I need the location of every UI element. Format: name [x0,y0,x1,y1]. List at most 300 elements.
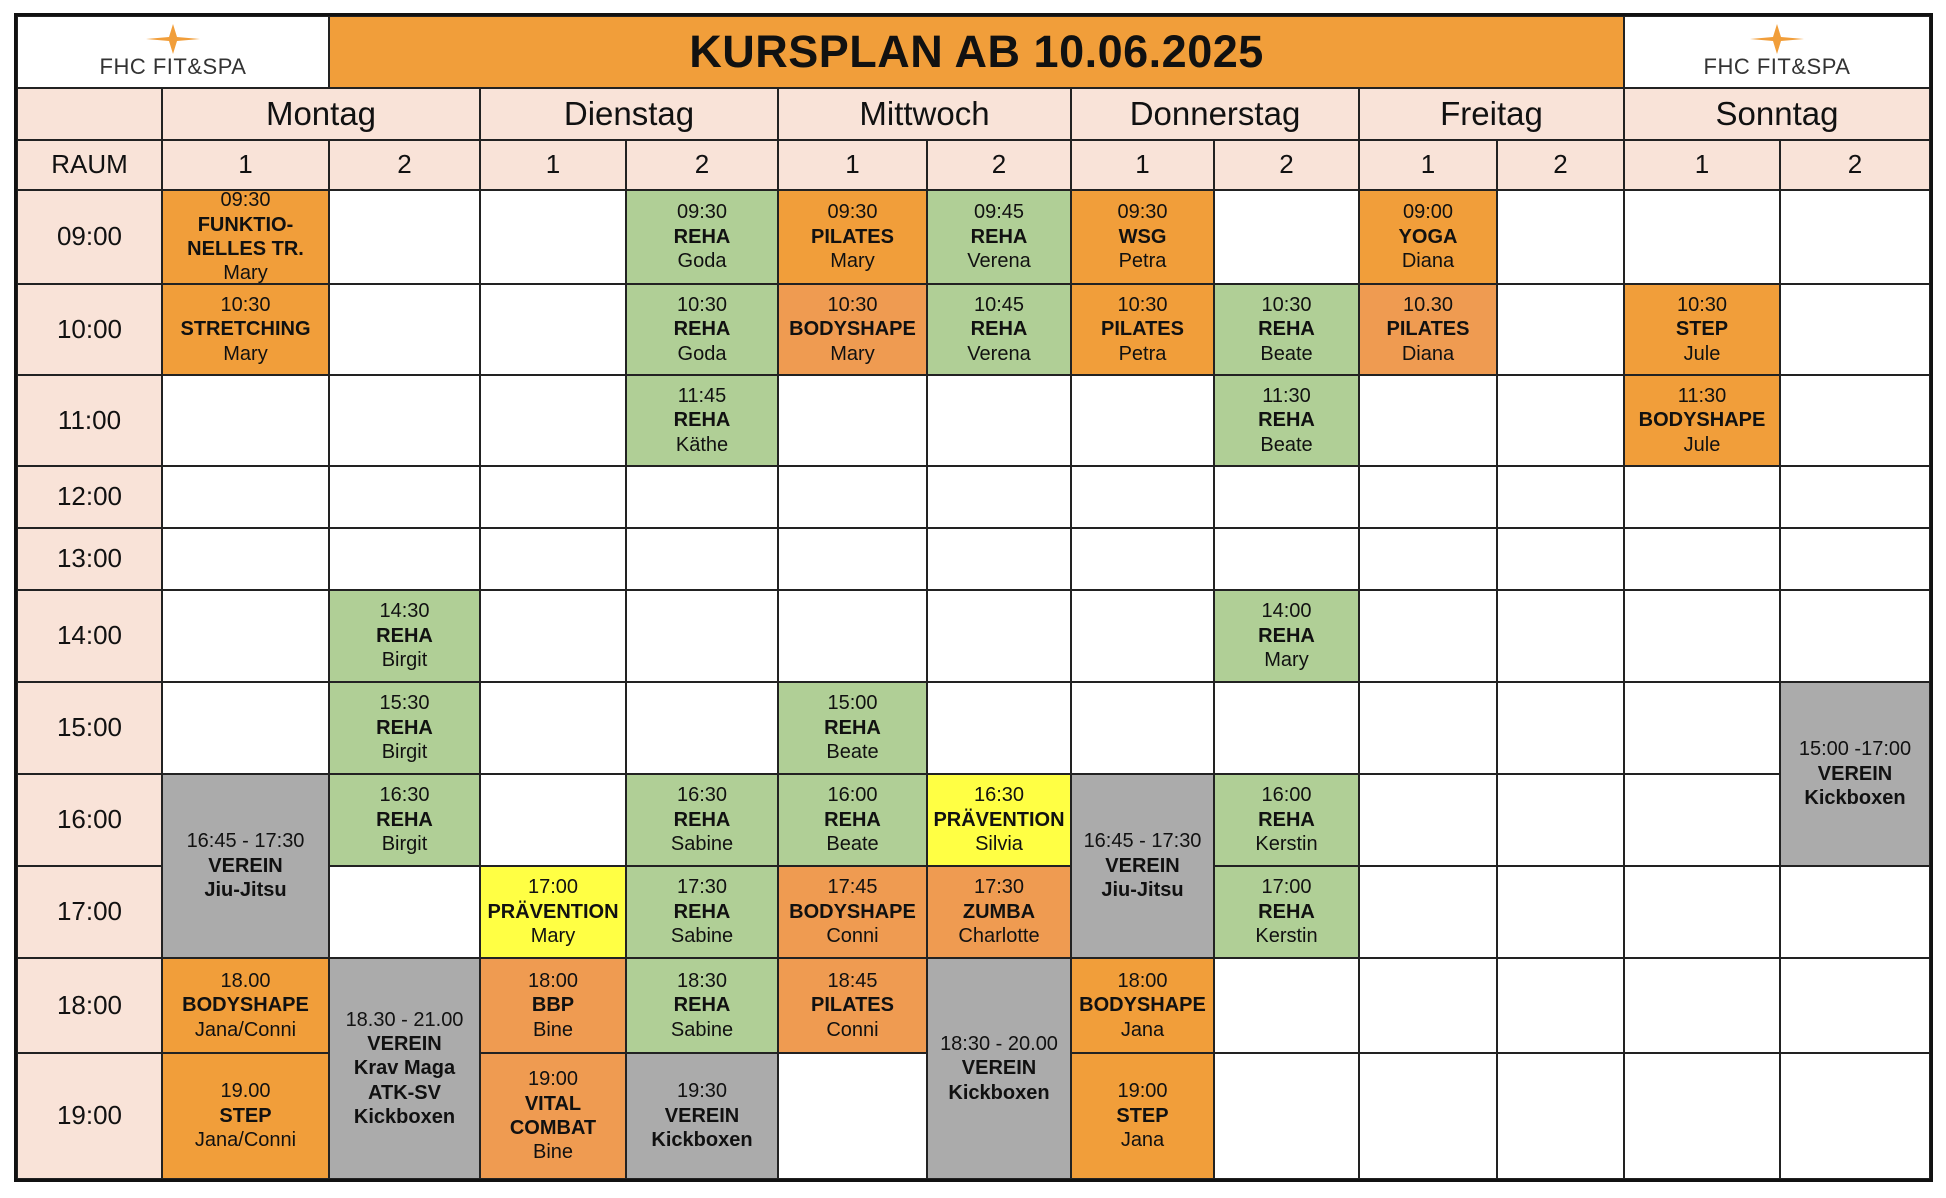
course-trainer: Beate [826,833,879,856]
empty-slot [1780,528,1930,590]
empty-slot [1359,774,1497,866]
course-name: REHA [376,624,433,647]
time-label: 16:00 [17,774,162,866]
course-trainer: Goda [677,342,727,365]
empty-slot [1624,682,1780,774]
time-label: 13:00 [17,528,162,590]
empty-slot [1624,866,1780,958]
time-label: 10:00 [17,284,162,375]
course-cell [927,284,1071,375]
logo-mark-icon [146,24,200,54]
course-time: 19:30 [676,1080,728,1103]
time-label: 17:00 [17,866,162,958]
corner-cell [17,88,162,140]
course-cell [162,958,329,1053]
empty-slot [329,375,480,466]
empty-slot [1071,590,1214,682]
course-time: 16:45 - 17:30 [1083,830,1202,853]
course-time: 09:45 [973,201,1025,224]
course-cell [626,958,778,1053]
empty-slot [329,190,480,284]
course-trainer: Bine [532,1018,574,1041]
course-time: 16:30 [379,784,430,807]
empty-slot [1497,528,1624,590]
empty-slot [626,528,778,590]
course-cell [927,774,1071,866]
empty-slot [329,466,480,528]
empty-slot [480,528,626,590]
course-time: 09:30 [676,201,728,224]
room-number: 1 [1624,140,1780,190]
course-cell [1214,284,1359,375]
empty-slot [1071,528,1214,590]
course-cell [927,866,1071,958]
course-trainer: Conni [826,1018,879,1041]
empty-slot [1214,1053,1359,1179]
empty-slot [1359,866,1497,958]
course-trainer: Mary [830,250,875,273]
course-time: 10:30 [827,293,878,316]
empty-slot [1624,190,1780,284]
course-trainer: Sabine [670,925,734,948]
course-name: Kickboxen [353,1106,456,1129]
course-cell [927,190,1071,284]
empty-slot [626,466,778,528]
empty-slot [162,682,329,774]
course-name: YOGA [1398,225,1458,248]
course-time: 10:30 [1117,293,1168,316]
course-name: STRETCHING [180,318,311,341]
empty-slot [1359,1053,1497,1179]
course-time: 17:30 [676,876,728,899]
empty-slot [927,590,1071,682]
course-cell [1071,774,1214,958]
course-name: REHA [673,225,731,248]
course-time: 19.00 [220,1080,271,1103]
course-cell [626,774,778,866]
course-cell [1214,774,1359,866]
course-cell [1071,1053,1214,1179]
course-name: ZUMBA [962,900,1036,923]
course-name: VITAL [524,1092,582,1115]
course-name: STEP [219,1104,272,1127]
course-cell [626,190,778,284]
logo-text: FHC FIT&SPA [99,53,247,79]
empty-slot [778,466,927,528]
course-trainer: Mary [1264,649,1309,672]
page-title: KURSPLAN AB 10.06.2025 [329,16,1624,88]
course-cell [1780,682,1930,866]
course-time: 10:30 [1676,293,1728,316]
time-label: 19:00 [17,1053,162,1179]
empty-slot [778,590,927,682]
empty-slot [329,528,480,590]
course-time: 16:45 - 17:30 [186,830,305,853]
course-trainer: Jana [1120,1129,1165,1152]
empty-slot [480,375,626,466]
course-name: VEREIN [1817,762,1893,785]
empty-slot [1624,590,1780,682]
course-trainer: Beate [826,741,879,764]
course-trainer: Verena [967,250,1031,273]
course-cell [778,284,927,375]
course-time: 14:00 [1261,600,1312,623]
empty-slot [480,284,626,375]
course-name: PRÄVENTION [933,808,1065,831]
empty-slot [927,682,1071,774]
course-trainer: Goda [677,250,727,273]
course-trainer: Beate [1260,342,1313,365]
logo-left [17,16,329,88]
course-name: Jiu-Jitsu [204,879,287,902]
empty-slot [329,866,480,958]
course-name: FUNKTIO- [197,213,294,236]
course-name: PILATES [1386,318,1470,341]
course-trainer: Jana/Conni [194,1129,297,1152]
course-trainer: Birgit [381,649,428,672]
empty-slot [1497,375,1624,466]
course-cell [162,774,329,958]
course-time: 19:00 [1117,1080,1168,1103]
course-time: 09:30 [827,201,878,224]
empty-slot [1497,774,1624,866]
empty-slot [1624,958,1780,1053]
course-cell [778,958,927,1053]
course-name: REHA [673,318,731,341]
empty-slot [1497,590,1624,682]
course-trainer: Verena [967,342,1031,365]
course-cell [626,1053,778,1179]
course-name: Kickboxen [948,1081,1050,1104]
empty-slot [1780,866,1930,958]
course-time: 16:30 [973,784,1025,807]
empty-slot [1624,1053,1780,1179]
course-time: 09:00 [1402,201,1454,224]
course-cell [1214,866,1359,958]
course-name: REHA [376,808,433,831]
empty-slot [1780,466,1930,528]
course-name: PILATES [811,225,894,248]
course-cell [1624,375,1780,466]
course-trainer: Conni [826,925,879,948]
course-cell [329,590,480,682]
logo-mark-icon [1750,24,1804,54]
course-name: REHA [376,716,433,739]
empty-slot [1359,375,1497,466]
empty-slot [1780,284,1930,375]
course-trainer: Mary [223,342,268,365]
day-header: Montag [162,88,480,140]
course-time: 09:30 [1117,201,1168,224]
room-number: 2 [1214,140,1359,190]
course-time: 14:30 [379,600,430,623]
course-name: BODYSHAPE [789,900,916,923]
course-cell [778,190,927,284]
course-time: 18:00 [1117,969,1168,992]
course-cell [329,774,480,866]
course-cell [927,958,1071,1179]
course-time: 18:00 [527,969,579,992]
empty-slot [1071,375,1214,466]
course-time: 10.30 [1402,293,1454,316]
course-cell [1214,375,1359,466]
empty-slot [626,590,778,682]
course-name: REHA [673,808,731,831]
empty-slot [1359,682,1497,774]
course-trainer: Petra [1118,250,1167,273]
empty-slot [1214,958,1359,1053]
course-name: WSG [1118,225,1167,248]
course-time: 10:30 [220,293,271,316]
empty-slot [162,375,329,466]
day-header: Donnerstag [1071,88,1359,140]
course-trainer: Sabine [670,833,734,856]
day-header: Freitag [1359,88,1624,140]
course-cell [1071,284,1214,375]
course-trainer: Bine [532,1141,574,1164]
course-time: 17:00 [1261,876,1312,899]
course-trainer: Mary [530,925,576,948]
empty-slot [1071,682,1214,774]
course-cell [162,190,329,284]
course-trainer: Birgit [381,741,428,764]
empty-slot [778,528,927,590]
empty-slot [1780,590,1930,682]
room-number: 2 [1780,140,1930,190]
course-trainer: Diana [1401,250,1455,273]
course-trainer: Jana/Conni [194,1018,297,1041]
empty-slot [1214,682,1359,774]
course-cell [1624,284,1780,375]
course-time: 17:00 [527,876,579,899]
time-label: 15:00 [17,682,162,774]
empty-slot [480,190,626,284]
course-trainer: Mary [223,262,268,284]
course-cell [626,866,778,958]
course-cell [162,1053,329,1179]
course-name: VEREIN [1105,854,1180,877]
empty-slot [1780,190,1930,284]
course-name: REHA [673,994,731,1017]
schedule-grid [14,13,1933,1182]
course-name: BODYSHAPE [1638,409,1766,432]
course-time: 15:00 [827,692,878,715]
course-name: VEREIN [961,1057,1037,1080]
time-label: 12:00 [17,466,162,528]
empty-slot [778,1053,927,1179]
course-time: 18:30 [676,969,728,992]
empty-slot [927,466,1071,528]
empty-slot [1497,190,1624,284]
course-cell [1359,190,1497,284]
course-name: REHA [970,318,1028,341]
day-header: Sonntag [1624,88,1930,140]
course-cell [480,958,626,1053]
course-trainer: Beate [1260,433,1313,456]
course-trainer: Kerstin [1255,925,1318,948]
empty-slot [480,590,626,682]
course-cell [162,284,329,375]
empty-slot [329,284,480,375]
course-name: STEP [1675,318,1729,341]
course-name: PRÄVENTION [487,900,619,923]
empty-slot [1071,466,1214,528]
course-name: BODYSHAPE [182,994,309,1017]
empty-slot [1497,284,1624,375]
course-time: 17:30 [973,876,1025,899]
course-time: 15:00 -17:00 [1798,738,1912,761]
course-cell [329,682,480,774]
course-time: 16:00 [827,784,878,807]
course-trainer: Jule [1683,433,1721,456]
room-number: 1 [480,140,626,190]
time-label: 14:00 [17,590,162,682]
course-cell [1071,958,1214,1053]
course-name: REHA [1258,624,1315,647]
course-cell [626,284,778,375]
course-cell [1359,284,1497,375]
empty-slot [1497,466,1624,528]
empty-slot [1497,1053,1624,1179]
day-header: Dienstag [480,88,778,140]
room-number: 2 [1497,140,1624,190]
course-name: Kickboxen [1804,787,1906,810]
room-number: 1 [1071,140,1214,190]
logo-right [1624,16,1930,88]
course-time: 11:45 [677,384,727,407]
course-time: 16:30 [676,784,728,807]
course-trainer: Jule [1683,342,1721,365]
course-trainer: Jana [1120,1018,1165,1041]
course-name: REHA [673,409,731,432]
empty-slot [480,466,626,528]
room-number: 1 [778,140,927,190]
course-time: 10:30 [1261,293,1312,316]
course-name: VEREIN [367,1032,442,1055]
course-name: REHA [1258,409,1315,432]
course-name: REHA [970,225,1028,248]
day-header: Mittwoch [778,88,1071,140]
course-time: 11:30 [1677,384,1727,407]
course-name: REHA [1258,318,1315,341]
course-time: 16:00 [1261,784,1312,807]
empty-slot [1214,190,1359,284]
course-time: 18:30 - 20.00 [940,1032,1058,1055]
course-cell [1071,190,1214,284]
time-label: 18:00 [17,958,162,1053]
course-time: 09:30 [220,190,271,212]
empty-slot [480,774,626,866]
course-time: 17:45 [827,876,878,899]
course-trainer: Mary [830,342,875,365]
time-label: 09:00 [17,190,162,284]
course-trainer: Diana [1401,342,1455,365]
raum-label: RAUM [17,140,162,190]
course-name: STEP [1116,1104,1169,1127]
course-name: NELLES TR. [187,238,304,260]
empty-slot [1497,866,1624,958]
empty-slot [1359,590,1497,682]
course-name: REHA [824,716,881,739]
empty-slot [1497,958,1624,1053]
course-cell [480,866,626,958]
course-cell [778,682,927,774]
empty-slot [1497,682,1624,774]
empty-slot [1214,466,1359,528]
course-time: 10:30 [676,293,728,316]
course-cell [778,774,927,866]
empty-slot [1780,375,1930,466]
course-name: BODYSHAPE [789,318,916,341]
course-cell [480,1053,626,1179]
course-name: Krav Maga [353,1057,456,1080]
empty-slot [1359,958,1497,1053]
course-trainer: Petra [1118,342,1167,365]
course-name: REHA [824,808,881,831]
empty-slot [1624,466,1780,528]
room-number: 1 [1359,140,1497,190]
course-name: REHA [1258,900,1315,923]
course-trainer: Sabine [670,1018,734,1041]
room-number: 2 [329,140,480,190]
course-trainer: Birgit [381,833,428,856]
course-name: BODYSHAPE [1079,994,1206,1017]
logo-text: FHC FIT&SPA [1703,53,1851,79]
room-number: 1 [162,140,329,190]
empty-slot [1214,528,1359,590]
empty-slot [1359,528,1497,590]
empty-slot [1624,528,1780,590]
course-cell [1214,590,1359,682]
course-time: 18.30 - 21.00 [345,1008,464,1031]
empty-slot [162,590,329,682]
empty-slot [626,682,778,774]
room-number: 2 [927,140,1071,190]
empty-slot [1780,1053,1930,1179]
course-name: PILATES [1101,318,1184,341]
room-number: 2 [626,140,778,190]
course-time: 18.00 [220,969,271,992]
course-trainer: Käthe [675,433,729,456]
course-name: BBP [531,994,575,1017]
course-name: PILATES [811,994,894,1017]
course-trainer: Kerstin [1255,833,1318,856]
empty-slot [1359,466,1497,528]
course-trainer: Silvia [975,833,1023,856]
course-name: VEREIN [208,854,283,877]
course-name: Jiu-Jitsu [1101,879,1184,902]
time-label: 11:00 [17,375,162,466]
course-name: ATK-SV [368,1081,441,1104]
empty-slot [1624,774,1780,866]
course-time: 11:30 [1262,384,1311,407]
course-cell [329,958,480,1179]
empty-slot [927,528,1071,590]
empty-slot [1780,958,1930,1053]
course-cell [778,866,927,958]
empty-slot [162,528,329,590]
course-time: 15:30 [379,692,430,715]
course-time: 19:00 [527,1068,579,1091]
empty-slot [480,682,626,774]
course-time: 18:45 [827,969,878,992]
course-name: COMBAT [509,1117,597,1139]
course-time: 10:45 [973,293,1025,316]
course-trainer: Charlotte [958,925,1040,948]
course-cell [626,375,778,466]
course-name: VEREIN [664,1104,740,1127]
course-name: REHA [1258,808,1315,831]
